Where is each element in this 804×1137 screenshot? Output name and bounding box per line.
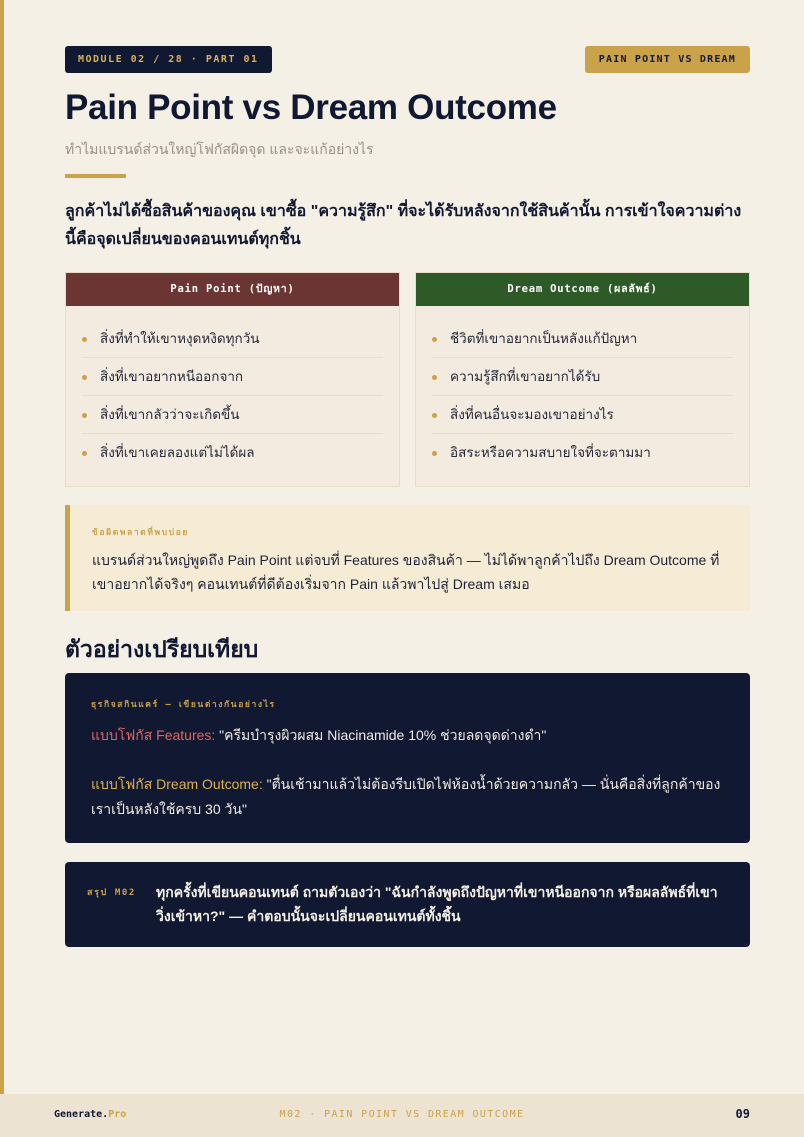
list-item <box>432 434 733 472</box>
footer-module-title: M02 · PAIN POINT VS DREAM OUTCOME <box>279 1109 525 1120</box>
summary-body: ทุกครั้งที่เขียนคอนเทนต์ ถามตัวเองว่า "ฉันกำลังพูดถึงปัญหาที่เขาหนีออกจาก หรือผลลัพธ์ที่เขาวิ่งเข้าหา?" — คำตอบนั้นจะเปลี่ยนคอนเทนต์ทั้งชิ้น <box>156 884 718 924</box>
list-item-text: ชีวิตที่เขาอยากเป็นหลังแก้ปัญหา <box>450 331 638 346</box>
bullet-dot-icon <box>82 337 87 342</box>
module-tag: MODULE 02 / 28 · PART 01 <box>65 46 272 73</box>
dream-outcome-column <box>415 272 750 487</box>
list-item <box>432 320 733 358</box>
summary-card <box>65 862 750 947</box>
dream-example <box>91 772 724 822</box>
summary-label: สรุป M02 <box>87 888 136 898</box>
page-subtitle: ทำไมแบรนด์ส่วนใหญ่โฟกัสผิดจุด และจะแก้อย่างไร <box>65 141 374 157</box>
bullet-dot-icon <box>432 337 437 342</box>
left-accent-rule <box>0 0 4 1094</box>
features-text: "ครีมบำรุงผิวผสม Niacinamide 10% ช่วยลดจุดด่างดำ" <box>215 727 547 743</box>
page-number: 09 <box>735 1107 750 1121</box>
callout-label: ข้อผิดพลาดที่พบบ่อย <box>92 528 190 538</box>
list-item <box>82 434 383 472</box>
pain-point-list <box>66 306 399 472</box>
dream-label: แบบโฟกัส Dream Outcome: <box>91 776 263 792</box>
features-label: แบบโฟกัส Features: <box>91 727 216 743</box>
common-mistake-callout <box>65 505 750 611</box>
features-example <box>91 723 724 748</box>
header-tags <box>65 46 750 73</box>
callout-body: แบรนด์ส่วนใหญ่พูดถึง Pain Point แต่จบที่ Features ของสินค้า — ไม่ได้พาลูกค้าไปถึง Dream Outcome ที่เขาอยากได้จริงๆ คอนเทนต์ที่ดีต้องเริ่มจาก Pain แล้วพาไปสู่ Dream เสมอ <box>92 552 720 592</box>
topic-tag: PAIN POINT VS DREAM <box>585 46 750 73</box>
bullet-dot-icon <box>432 451 437 456</box>
bullet-dot-icon <box>432 375 437 380</box>
example-card <box>65 673 750 843</box>
page-footer <box>0 1094 804 1137</box>
dream-outcome-list <box>416 306 749 472</box>
list-item <box>432 358 733 396</box>
lead-paragraph: ลูกค้าไม่ได้ซื้อสินค้าของคุณ เขาซื้อ "ความรู้สึก" ที่จะได้รับหลังจากใช้สินค้านั้น การเข้าใจความต่างนี้คือจุดเปลี่ยนของคอนเทนต์ทุกชิ้น <box>65 203 742 248</box>
list-item-text: สิ่งที่เขาเคยลองแต่ไม่ได้ผล <box>100 445 255 460</box>
example-label: ธุรกิจสกินแคร์ — เขียนต่างกันอย่างไร <box>91 700 276 710</box>
dream-outcome-heading: Dream Outcome (ผลลัพธ์) <box>416 273 749 306</box>
list-item <box>82 358 383 396</box>
brand-name: Generate. <box>54 1109 109 1120</box>
list-item-text: ความรู้สึกที่เขาอยากได้รับ <box>450 369 601 384</box>
list-item-text: สิ่งที่เขาอยากหนีออกจาก <box>100 369 244 384</box>
section-title: ตัวอย่างเปรียบเทียบ <box>65 636 259 662</box>
list-item-text: สิ่งที่เขากลัวว่าจะเกิดขึ้น <box>100 407 240 422</box>
page-title: Pain Point vs Dream Outcome <box>65 88 557 127</box>
list-item <box>82 396 383 434</box>
pain-point-heading: Pain Point (ปัญหา) <box>66 273 399 306</box>
title-divider <box>65 174 126 178</box>
pain-point-column <box>65 272 400 487</box>
list-item-text: อิสระหรือความสบายใจที่จะตามมา <box>450 445 651 460</box>
bullet-dot-icon <box>432 413 437 418</box>
dream-text: "ตื่นเช้ามาแล้วไม่ต้องรีบเปิดไฟห้องน้ำด้วยความกลัว — นั่นคือสิ่งที่ลูกค้าของเราเป็นหลังใช้ครบ 30 วัน" <box>91 776 721 817</box>
list-item <box>82 320 383 358</box>
bullet-dot-icon <box>82 413 87 418</box>
list-item-text: สิ่งที่คนอื่นจะมองเขาอย่างไร <box>450 407 614 422</box>
brand-suffix: Pro <box>108 1109 127 1120</box>
list-item <box>432 396 733 434</box>
bullet-dot-icon <box>82 375 87 380</box>
bullet-dot-icon <box>82 451 87 456</box>
list-item-text: สิ่งที่ทำให้เขาหงุดหงิดทุกวัน <box>100 331 260 346</box>
